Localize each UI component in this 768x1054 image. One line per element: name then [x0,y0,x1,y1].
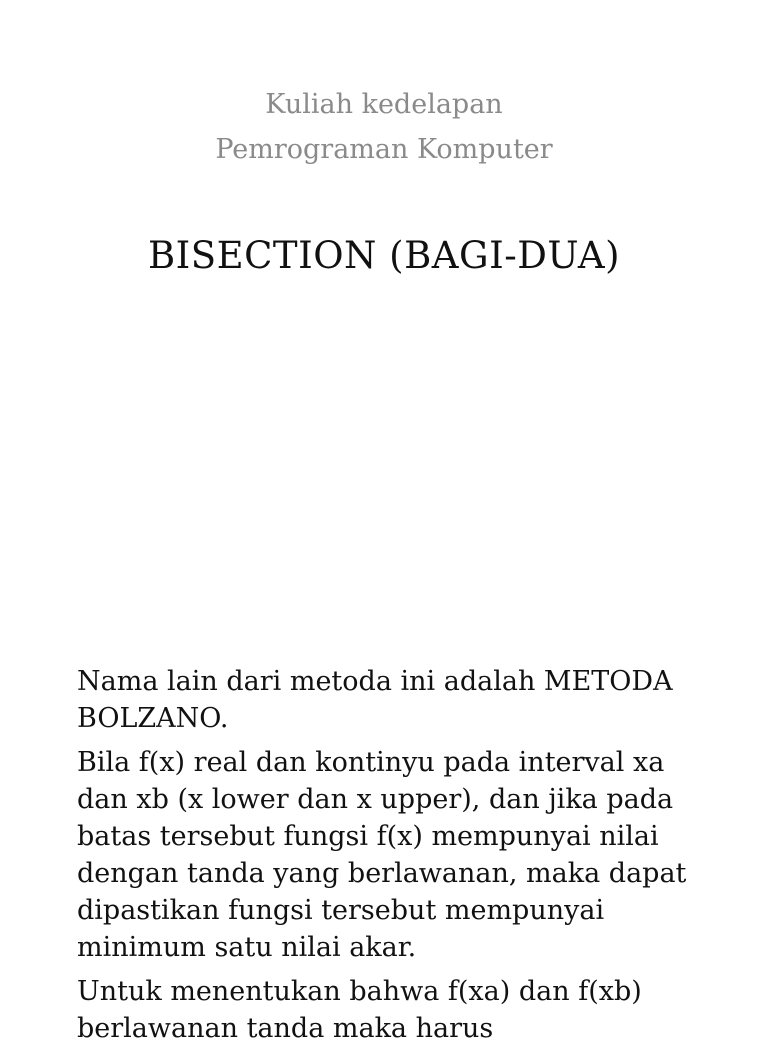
paragraph-3: Untuk menentukan bahwa f(xa) dan f(xb) berlawanan tanda maka harus [77,976,642,1044]
paragraph-2: Bila f(x) real dan kontinyu pada interval xa dan xb (x lower dan x upper), dan jika pada batas tersebut fungsi f(x) mempunyai nilai dengan tanda yang berlawanan, maka dapat dipastikan fungsi tersebut mempunyai minimum satu nilai akar. [77,747,687,963]
paragraph-1: Nama lain dari metoda ini adalah METODA BOLZANO. [77,666,673,734]
course-name: Pemrograman Komputer [215,134,553,165]
page-title: BISECTION (BAGI-DUA) [147,234,621,277]
body-text [77,663,697,1054]
lecture-number: Kuliah kedelapan [265,89,503,120]
